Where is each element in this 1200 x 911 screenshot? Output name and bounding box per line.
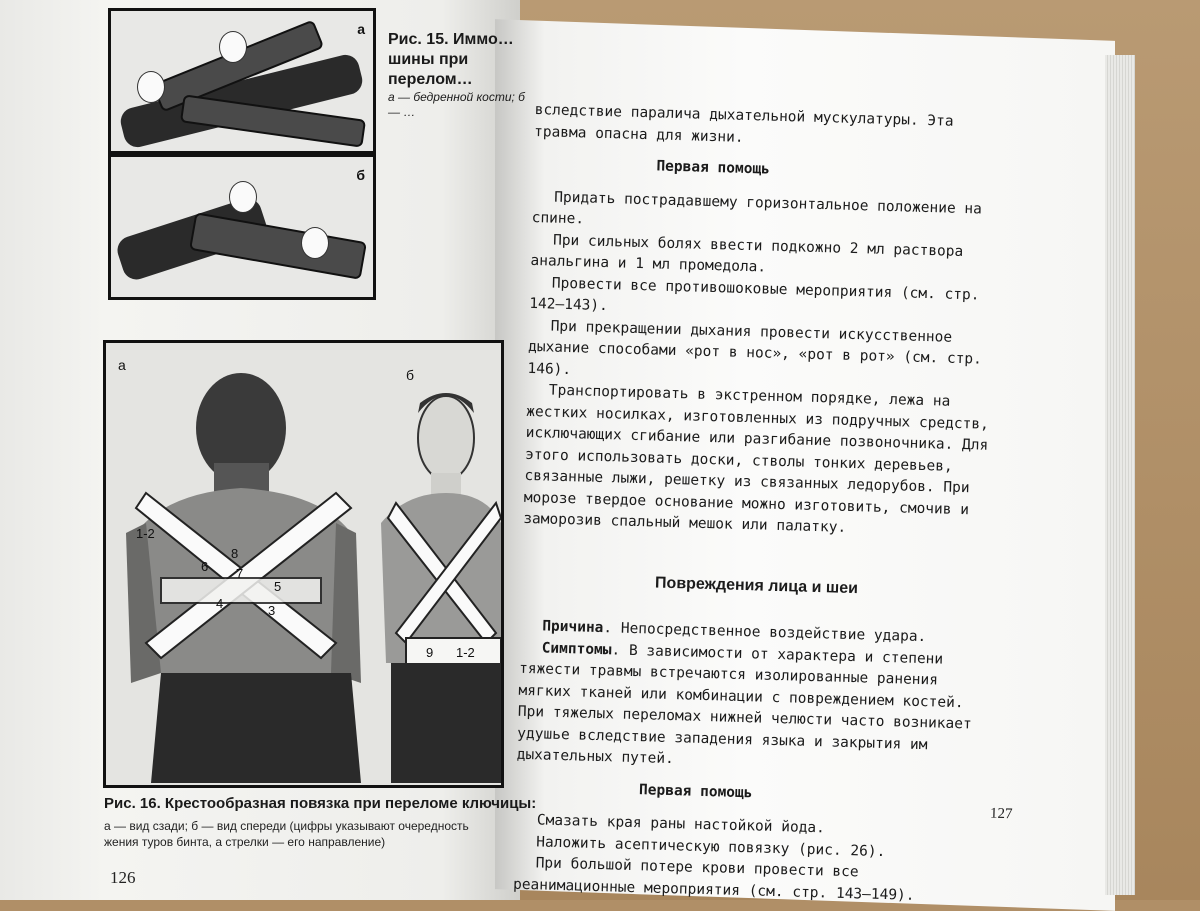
figure-15	[108, 8, 373, 298]
figure-16-label-a: а	[118, 357, 126, 373]
splint-drawing	[189, 212, 367, 280]
bandage-tie	[229, 181, 257, 213]
figure-16	[103, 340, 504, 788]
page-edges	[1105, 55, 1135, 895]
paragraph: При прекращении дыхания провести искусственное дыхание способами «рот в нос», «рот в рот» (см. стр. 146).	[527, 318, 983, 378]
figure-15-caption: Рис. 15. Иммо… шины при перелом… а — бедренной кости; б — …	[388, 31, 525, 119]
figure-16-label-b: б	[406, 367, 415, 383]
bandage-number: 1-2	[456, 645, 475, 660]
paragraph: Наложить асептическую повязку (рис. 26).	[536, 833, 886, 860]
bandage-number: 8	[231, 546, 239, 561]
paragraph-cause: Причина. Непосредственное воздействие удара.	[542, 618, 927, 646]
bandage-number: 9	[426, 645, 434, 660]
figure-15-panel-a	[108, 8, 376, 154]
paragraph: Транспортировать в экстренном порядке, лежа на жестких носилках, изготовленных из подручных средств, исключающих сгибание или разгибание позвоночника. Для этого использовать доски, стволы тонких деревьев, связанные лыжи, решетку из связанных ледорубов. При морозе твердое основание можно изготовить, смочив и заморозив спальный мешок или палатку.	[523, 382, 990, 536]
panel-b-label: б	[356, 167, 365, 183]
paragraph: вследствие паралича дыхательной мускулатуры. Эта травма опасна для жизни.	[533, 101, 954, 146]
bandage-tie	[137, 71, 165, 103]
bandage-number: 4	[216, 596, 224, 611]
figure-16-caption-title: Рис. 16. Крестообразная повязка при переломе ключицы:	[104, 795, 537, 812]
paragraph: Придать пострадавшему горизонтальное положение на спине.	[531, 189, 983, 228]
bandage-number: 5	[274, 579, 282, 594]
right-page-text	[513, 100, 1005, 909]
bandage-tie	[301, 227, 329, 259]
figure-16-illustration	[106, 343, 501, 785]
paragraph-symptoms: Симптомы. В зависимости от характера и степени тяжести травмы встречаются изолированные ранения мягких тканей или комбинации с повреждением костей. При тяжелых переломах нижней челюсти часто возникает удушье вследствие западения языка и закрытия им дыхательных путей.	[516, 639, 972, 768]
bandage-number: 6	[201, 559, 209, 574]
man-front-view	[381, 393, 501, 783]
paragraph: Провести все противошоковые мероприятия (см. стр. 142—143).	[529, 275, 980, 315]
bandage-number: 7	[236, 566, 244, 581]
bandage-number: 3	[268, 603, 276, 618]
figure-16-caption-subtitle: а — вид сзади; б — вид спереди (цифры указывают очередность жения туров бинта, а стрелки — его направление)	[104, 819, 469, 849]
paragraph: При сильных болях ввести подкожно 2 мл раствора анальгина и 1 мл промедола.	[530, 232, 964, 276]
figure-15-panel-b	[108, 154, 376, 300]
subheading: Первая помощь	[638, 781, 753, 801]
subheading: Первая помощь	[656, 158, 771, 178]
page-number-right: 127	[989, 805, 1013, 823]
bandage-number: 1-2	[136, 526, 155, 541]
page-number-left: 126	[110, 868, 136, 887]
panel-a-label: а	[357, 21, 365, 37]
man-back-view	[126, 373, 361, 783]
paragraph: При большой потере крови провести все реанимационные мероприятия (см. стр. 143—149).	[512, 855, 915, 904]
paragraph: Смазать края раны настойкой йода.	[536, 812, 826, 837]
bandage-tie	[219, 31, 247, 63]
section-heading: Повреждения лица и шеи	[654, 574, 859, 597]
